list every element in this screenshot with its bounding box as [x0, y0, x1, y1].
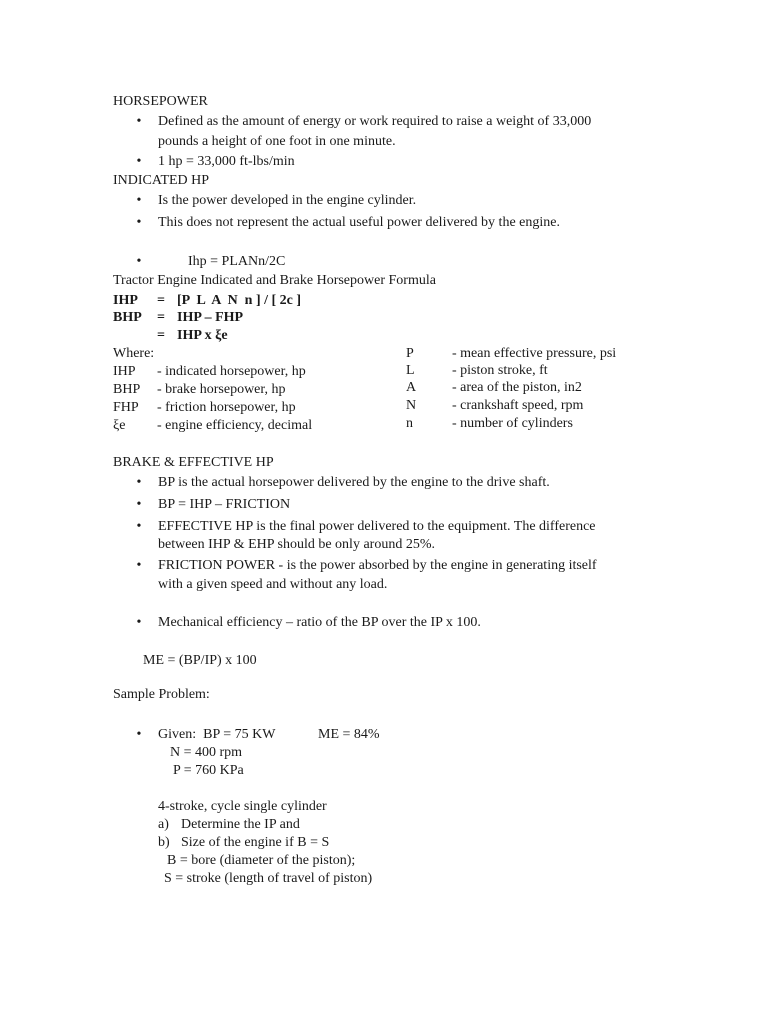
def-symbol: N — [406, 398, 417, 413]
formula-eq: = — [157, 328, 165, 343]
list-item: with a given speed and without any load. — [158, 577, 388, 592]
stroke-definition: S = stroke (length of travel of piston) — [164, 871, 373, 886]
def-text: - piston stroke, ft — [452, 363, 548, 378]
list-item: BP = IHP – FRICTION — [158, 497, 291, 512]
def-symbol: P — [406, 346, 414, 361]
section-heading-horsepower: HORSEPOWER — [113, 94, 208, 109]
def-text: - engine efficiency, decimal — [157, 418, 313, 433]
def-symbol: FHP — [113, 400, 139, 415]
given-n: N = 400 rpm — [170, 745, 243, 760]
def-symbol: n — [406, 416, 413, 431]
sample-heading: Sample Problem: — [113, 687, 210, 702]
bullet: • — [136, 727, 142, 742]
bullet: • — [136, 254, 142, 269]
def-symbol: A — [406, 380, 417, 395]
bullet: • — [136, 114, 142, 129]
item-text: Determine the IP and — [181, 817, 300, 832]
list-item: between IHP & EHP should be only around 25%. — [158, 537, 435, 552]
section-heading-brake-effective-hp: BRAKE & EFFECTIVE HP — [113, 455, 274, 470]
given-me: ME = 84% — [318, 727, 380, 742]
list-item: This does not represent the actual useful power delivered by the engine. — [158, 215, 560, 230]
def-text: - number of cylinders — [452, 416, 573, 431]
list-item: Mechanical efficiency – ratio of the BP over the IP x 100. — [158, 615, 481, 630]
list-item: Defined as the amount of energy or work required to raise a weight of 33,000 — [158, 114, 592, 129]
list-item: pounds a height of one foot in one minute. — [158, 134, 396, 149]
def-text: - brake horsepower, hp — [157, 382, 286, 397]
formula-lhs: IHP — [113, 293, 138, 308]
bullet: • — [136, 154, 142, 169]
list-item: FRICTION POWER - is the power absorbed by the engine in generating itself — [158, 558, 597, 573]
bullet: • — [136, 497, 142, 512]
given-bp: Given: BP = 75 KW — [158, 727, 276, 742]
bullet: • — [136, 615, 142, 630]
def-symbol: ξe — [113, 418, 126, 433]
list-item: Is the power developed in the engine cylinder. — [158, 193, 417, 208]
formula-rhs: IHP x ξe — [177, 328, 228, 343]
section-heading-indicated-hp: INDICATED HP — [113, 173, 210, 188]
list-item: 1 hp = 33,000 ft-lbs/min — [158, 154, 295, 169]
me-formula: ME = (BP/IP) x 100 — [143, 653, 257, 668]
list-item: Ihp = PLANn/2C — [188, 254, 286, 269]
bullet: • — [136, 193, 142, 208]
def-text: - crankshaft speed, rpm — [452, 398, 584, 413]
item-text: Size of the engine if B = S — [181, 835, 330, 850]
given-p: P = 760 KPa — [173, 763, 244, 778]
where-label: Where: — [113, 346, 155, 361]
item-label: a) — [158, 817, 169, 832]
def-symbol: L — [406, 363, 415, 378]
def-symbol: IHP — [113, 364, 136, 379]
bullet: • — [136, 519, 142, 534]
formula-title: Tractor Engine Indicated and Brake Horsepower Formula — [113, 273, 436, 288]
engine-type: 4-stroke, cycle single cylinder — [158, 799, 327, 814]
def-text: - mean effective pressure, psi — [452, 346, 617, 361]
bullet: • — [136, 475, 142, 490]
list-item: EFFECTIVE HP is the final power delivered to the equipment. The difference — [158, 519, 596, 534]
formula-eq: = — [157, 293, 165, 308]
def-text: - friction horsepower, hp — [157, 400, 296, 415]
item-label: b) — [158, 835, 170, 850]
formula-lhs: BHP — [113, 310, 142, 325]
def-symbol: BHP — [113, 382, 141, 397]
bullet: • — [136, 215, 142, 230]
list-item: BP is the actual horsepower delivered by the engine to the drive shaft. — [158, 475, 550, 490]
bullet: • — [136, 558, 142, 573]
formula-rhs: IHP – FHP — [177, 310, 244, 325]
def-text: - indicated horsepower, hp — [157, 364, 306, 379]
formula-eq: = — [157, 310, 165, 325]
formula-rhs: [P L A N n ] / [ 2c ] — [177, 293, 302, 308]
bore-definition: B = bore (diameter of the piston); — [167, 853, 356, 868]
def-text: - area of the piston, in2 — [452, 380, 582, 395]
